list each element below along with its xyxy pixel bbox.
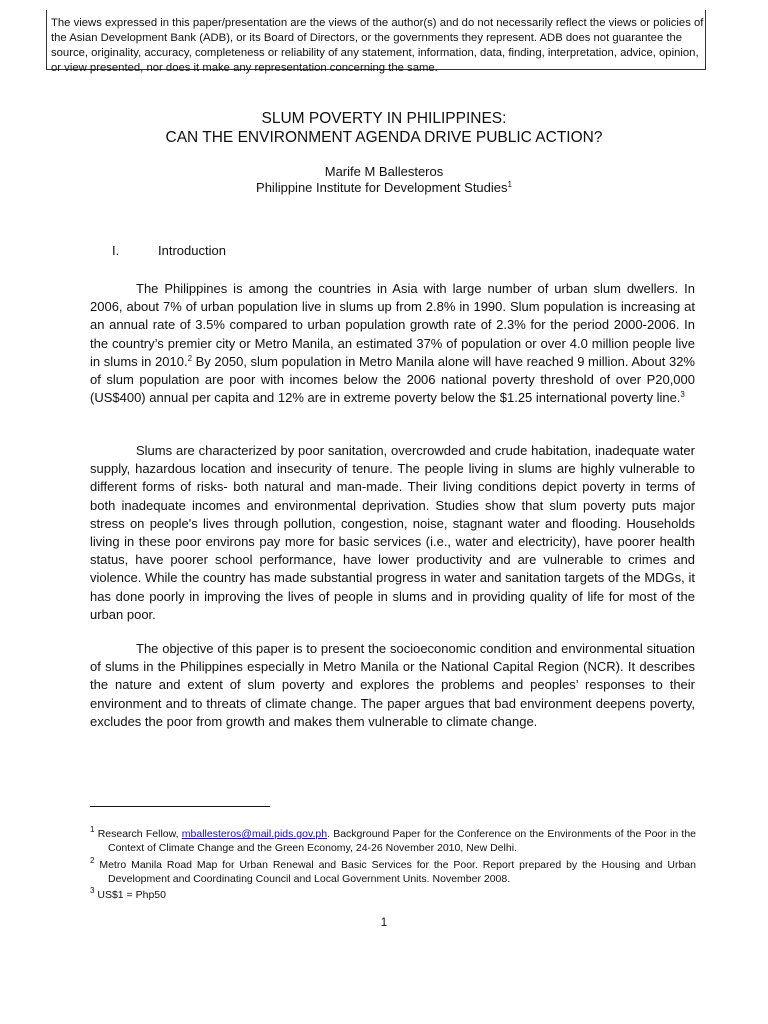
footnote-ref-2: 2 — [187, 353, 193, 363]
footnote-divider — [90, 806, 270, 807]
author-institution: Philippine Institute for Development Studies — [256, 180, 508, 195]
disclaimer-box — [46, 10, 706, 74]
paragraph-1-text-a: The Philippines is among the countries in Asia with large number of urban slum dwellers. In 2006, about 7% of urban population live in slums up from 2.8% in 1990. Slum population is increasing at an annual rate of 3.5% compared to urban population growth rate of 2.3% for the period 2000-2006. In the country’s premier city or Metro Manila, an estimated 37% of population or over 4.0 million people live in slums in 2010. — [90, 281, 695, 369]
footnote-1-mark: 1 — [90, 825, 95, 834]
paragraph-3: The objective of this paper is to present the socioeconomic condition and environmental situation of slums in the Philippines especially in Metro Manila or the National Capital Region (NCR). It describes the nature and extent of slum poverty and explores the problems and peoples’ responses to their environment and to threats of climate change. The paper argues that bad environment deepens poverty, excludes the poor from growth and makes them vulnerable to climate change. — [90, 641, 695, 729]
footnote-1-suffix: . Background Paper for the Conference on the Environments of the Poor in the Context of Climate Change and the Green Economy, 24-26 November 2010, New Delhi. — [108, 828, 696, 854]
author-name: Marife M Ballesteros — [324, 164, 444, 179]
title-line-2: CAN THE ENVIRONMENT AGENDA DRIVE PUBLIC ACTION? — [165, 129, 603, 146]
paragraph-1 — [90, 280, 695, 407]
footnote-2-text: Metro Manila Road Map for Urban Renewal and Basic Services for the Poor. Report prepared by the Housing and Urban Development and Coordinating Council and Local Government Units. November 2008. — [94, 859, 696, 885]
footnote-3 — [90, 886, 696, 903]
author-block — [0, 164, 768, 196]
section-heading — [112, 243, 226, 258]
paragraph-1-text-b: By 2050, slum population in Metro Manila alone will have reached 9 million. About 32% of slum population are poor with incomes below the 2006 national poverty threshold of over P20,000 (US$400) annual per capita and 12% are in extreme poverty below the $1.25 international poverty line. — [90, 353, 695, 406]
footnote-ref-1: 1 — [507, 180, 512, 189]
author-affiliation — [0, 180, 768, 195]
footnote-2 — [90, 856, 696, 886]
footnote-1-prefix: Research Fellow, — [94, 828, 182, 840]
section-number: I. — [112, 243, 120, 258]
footnote-3-text: US$1 = Php50 — [94, 889, 166, 901]
section-title: Introduction — [158, 243, 226, 258]
disclaimer-text: The views expressed in this paper/presentation are the views of the author(s) and do not necessarily reflect the views or policies of the Asian Development Bank (ADB), or its Board of Directors, or the governments they represent. ADB does not guarantee the source, originality, accuracy, completeness or reliability of any statement, information, data, finding, interpretation, advice, opinion, or view presented, nor does it make any representation concerning the same. — [51, 17, 704, 74]
paragraph-2: Slums are characterized by poor sanitation, overcrowded and crude habitation, inadequate water supply, hazardous location and insecurity of tenure. The people living in slums are highly vulnerable to different forms of risks- both natural and man-made. Their living conditions depict poverty in terms of both inadequate incomes and environmental deprivation. Studies show that slum poverty puts major stress on people's lives through pollution, congestion, noise, stagnant water and flooding. Households living in these poor environs pay more for basic services (i.e., water and electricity), have poorer health status, have poorer school performance, have lower productivity and are vulnerable to crimes and violence. While the country has made substantial progress in water and sanitation targets of the MDGs, it has done poorly in improving the lives of people in slums and in providing quality of life for most of the urban poor. — [90, 443, 695, 622]
footnote-3-mark: 3 — [90, 886, 95, 895]
footnote-ref-3: 3 — [680, 390, 685, 400]
title-line-1: SLUM POVERTY IN PHILIPPINES: — [261, 110, 507, 127]
page-number: 1 — [380, 917, 388, 929]
author-email-link[interactable]: mballesteros@mail.pids.gov.ph — [181, 828, 328, 840]
footnote-1 — [90, 825, 696, 855]
footnote-2-mark: 2 — [90, 856, 95, 865]
